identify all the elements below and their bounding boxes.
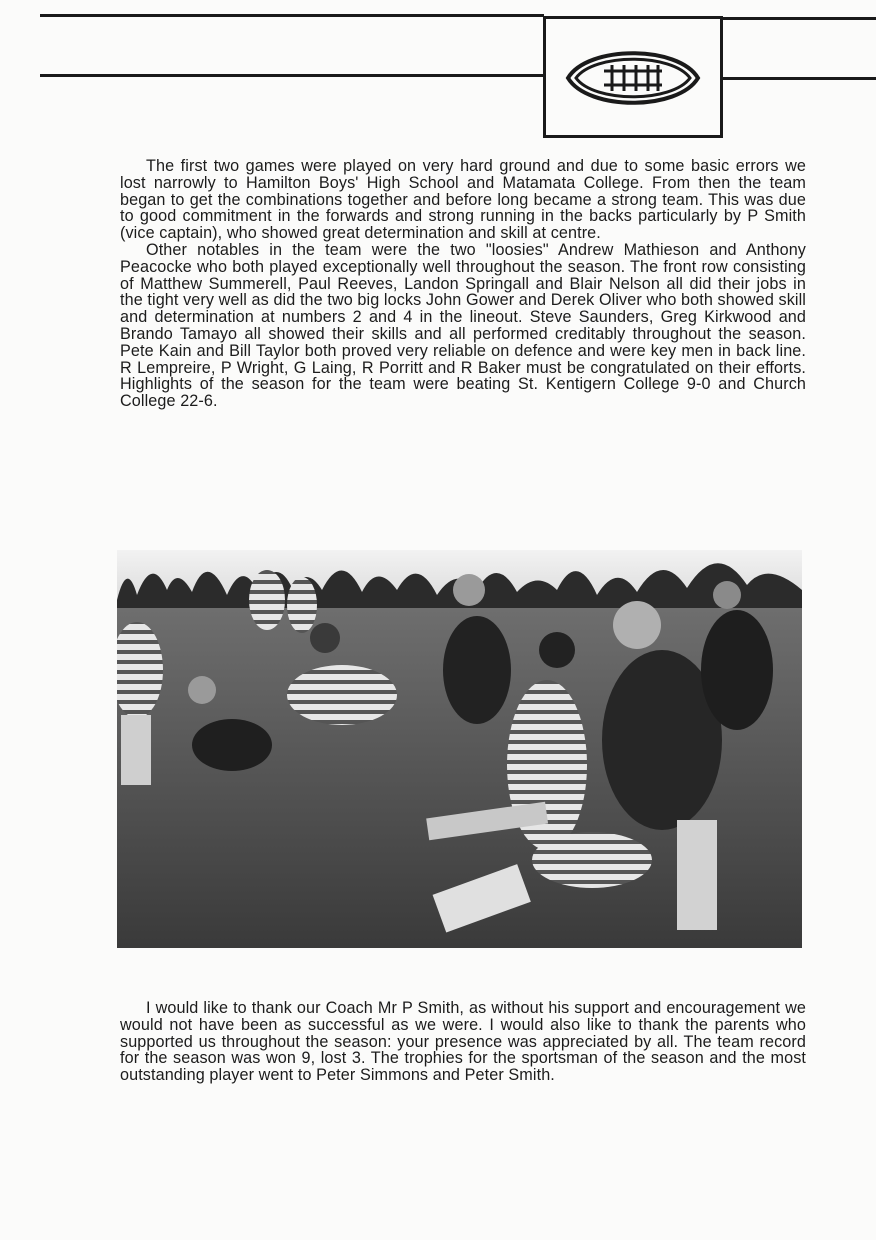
header-rule-top-right (720, 17, 876, 20)
rugby-emblem-box (543, 16, 723, 138)
article-paragraph-1 (120, 158, 806, 410)
article-paragraph-3-text: I would like to thank our Coach Mr P Smith, as without his support and encouragement we would not have been as successful as we were. I would also like to thank the parents who supported us throughout the season: your presence was appreciated by all. The team record for the season was won 9, lost 3. The trophies for the sportsman of the season and the most outstanding player went to Peter Simmons and Peter Smith. (120, 999, 806, 1085)
rugby-match-photo (117, 550, 802, 948)
article-paragraph-2-text: Other notables in the team were the two "loosies" Andrew Mathieson and Anthony Peacocke who both played exceptionally well throughout the season. The front row consisting of Matthew Summerell, Paul Reeves, Landon Springall and Blair Nelson all did their jobs in the tight very well as did the two big locks John Gower and Derek Oliver who both showed skill and determination at numbers 2 and 4 in the lineout. Steve Saunders, Greg Kirkwood and Brando Tamayo all showed their skills and all performed creditably throughout the season. Pete Kain and Bill Taylor both proved very reliable on defence and were key men in back line. R Lempreire, P Wright, G Laing, R Porritt and R Baker must be congratulated on their efforts. Highlights of the season for the team were beating St. Kentigern College 9-0 and Church College 22-6. (120, 240, 807, 411)
header-rule-mid-left (40, 74, 544, 77)
article-paragraph-1-text: The first two games were played on very hard ground and due to some basic errors we lost narrowly to Hamilton Boys' High School and Matamata College. From then the team began to get the combinations together and before long became a strong team. This was due to good commitment in the forwards and strong running in the backs particularly by P Smith (vice captain), who showed great determination and skill at centre. (120, 157, 806, 243)
header-rule-mid-right (720, 77, 876, 80)
rugby-ball-icon (564, 41, 702, 115)
header-rule-top-left (40, 14, 544, 17)
article-paragraph-3 (120, 1000, 806, 1084)
